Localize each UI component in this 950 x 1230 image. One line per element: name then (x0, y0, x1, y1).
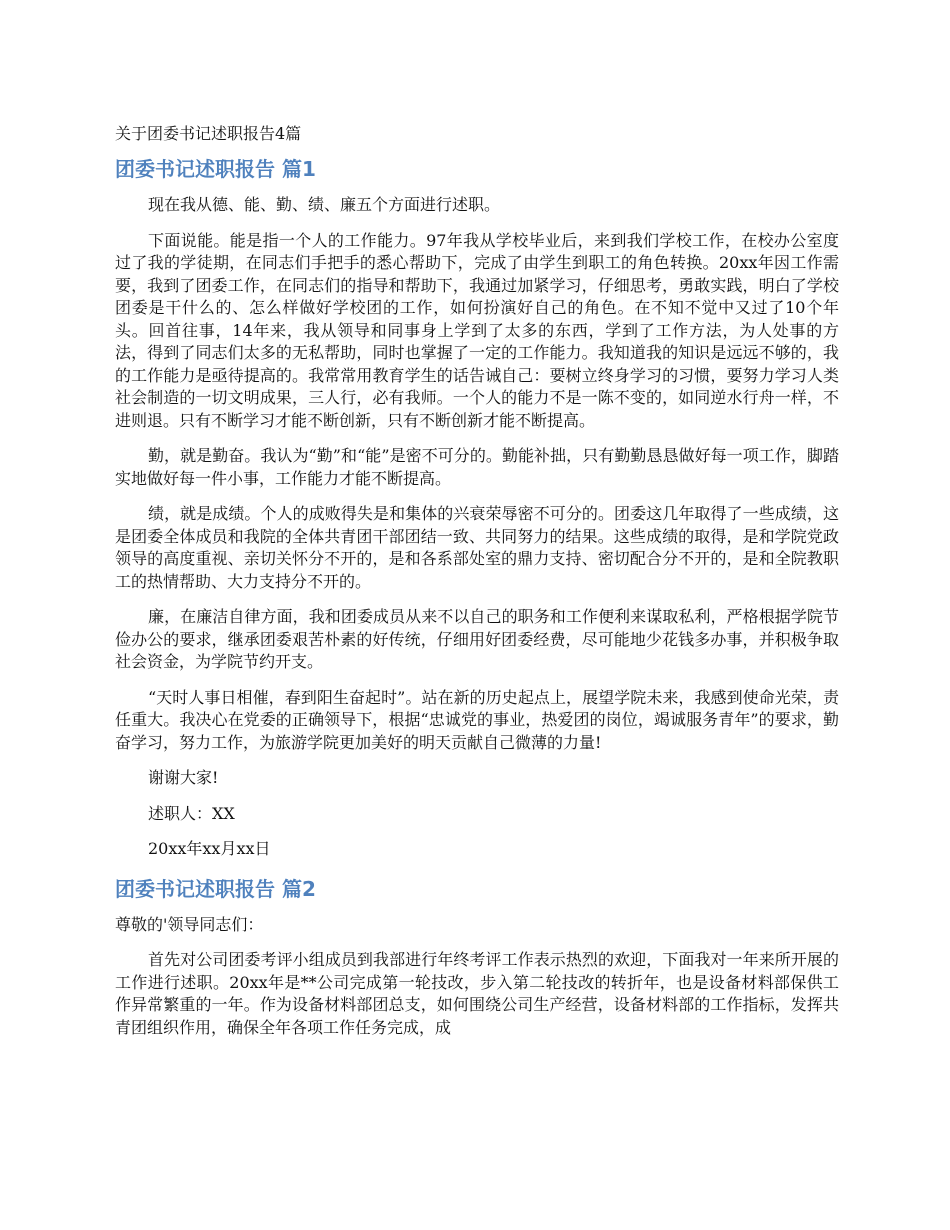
section-heading-1: 团委书记述职报告 篇1 (115, 157, 316, 181)
paragraph: “天时人事日相催，春到阳生奋起时”。站在新的历史起点上，展望学院未来，我感到使命光荣，责任重大。我决心在党委的正确领导下，根据“忠诚党的事业，热爱团的岗位，竭诚服务青年”的要求，勤奋学习，努力工作，为旅游学院更加美好的明天贡献自己微薄的力量! (115, 687, 839, 752)
paragraph: 现在我从德、能、勤、绩、廉五个方面进行述职。 (148, 195, 501, 214)
signature-line: 述职人：XX (148, 803, 235, 823)
paragraph: 首先对公司团委考评小组成员到我部进行年终考评工作表示热烈的欢迎，下面我对一年来所开展的工作进行述职。20xx年是**公司完成第一轮技改，步入第二轮技改的转折年，也是设备材料部保供工作异常繁重的一年。作为设备材料部团总支，如何围绕公司生产经营，设备材料部的工作指标，发挥共青团组织作用，确保全年各项工作任务完成，成 (115, 950, 839, 1037)
paragraph: 勤，就是勤奋。我认为“勤”和“能”是密不可分的。勤能补拙，只有勤勤恳恳做好每一项工作，脚踏实地做好每一件小事，工作能力才能不断提高。 (115, 446, 839, 488)
paragraph: 廉，在廉洁自律方面，我和团委成员从来不以自己的职务和工作便利来谋取私利，严格根据学院节俭办公的要求，继承团委艰苦朴素的好传统，仔细用好团委经费，尽可能地少花钱多办事，并积极争取社会资金，为学院节约开支。 (115, 607, 839, 671)
paragraph: 下面说能。能是指一个人的工作能力。97年我从学校毕业后，来到我们学校工作，在校办公室度过了我的学徒期，在同志们手把手的悉心帮助下，完成了由学生到职工的角色转换。20xx年因工作需要，我到了团委工作，在同志们的指导和帮助下，我通过加紧学习，仔细思考，勇敢实践，明白了学校团委是干什么的、怎么样做好学校团的工作，如何扮演好自己的角色。在不知不觉中又过了10个年头。回首往事，14年来，我从领导和同事身上学到了太多的东西，学到了工作方法，为人处事的方法，得到了同志们太多的无私帮助，同时也掌握了一定的工作能力。我知道我的知识是远远不够的，我的工作能力是亟待提高的。我常常用教育学生的话告诫自己：要树立终身学习的习惯，要努力学习人类社会制造的一切文明成果，三人行，必有我师。一个人的能力不是一陈不变的，如同逆水行舟一样，不进则退。只有不断学习才能不断创新，只有不断创新才能不断提高。 (115, 230, 839, 430)
document-page (115, 122, 839, 1052)
paragraph: 绩，就是成绩。个人的成败得失是和集体的兴衰荣辱密不可分的。团委这几年取得了一些成绩，这是团委全体成员和我院的全体共青团干部团结一致、共同努力的结果。这些成绩的取得，是和学院党政领导的高度重视、亲切关怀分不开的，是和各系部处室的鼎力支持、密切配合分不开的，是和全院教职工的热情帮助、大力支持分不开的。 (115, 504, 839, 591)
greeting-line: 尊敬的'领导同志们： (115, 914, 264, 934)
section-heading-2: 团委书记述职报告 篇2 (115, 876, 316, 901)
date-line: 20xx年xx月xx日 (148, 839, 271, 858)
closing-thanks: 谢谢大家! (148, 768, 219, 787)
document-title: 关于团委书记述职报告4篇 (115, 124, 302, 143)
